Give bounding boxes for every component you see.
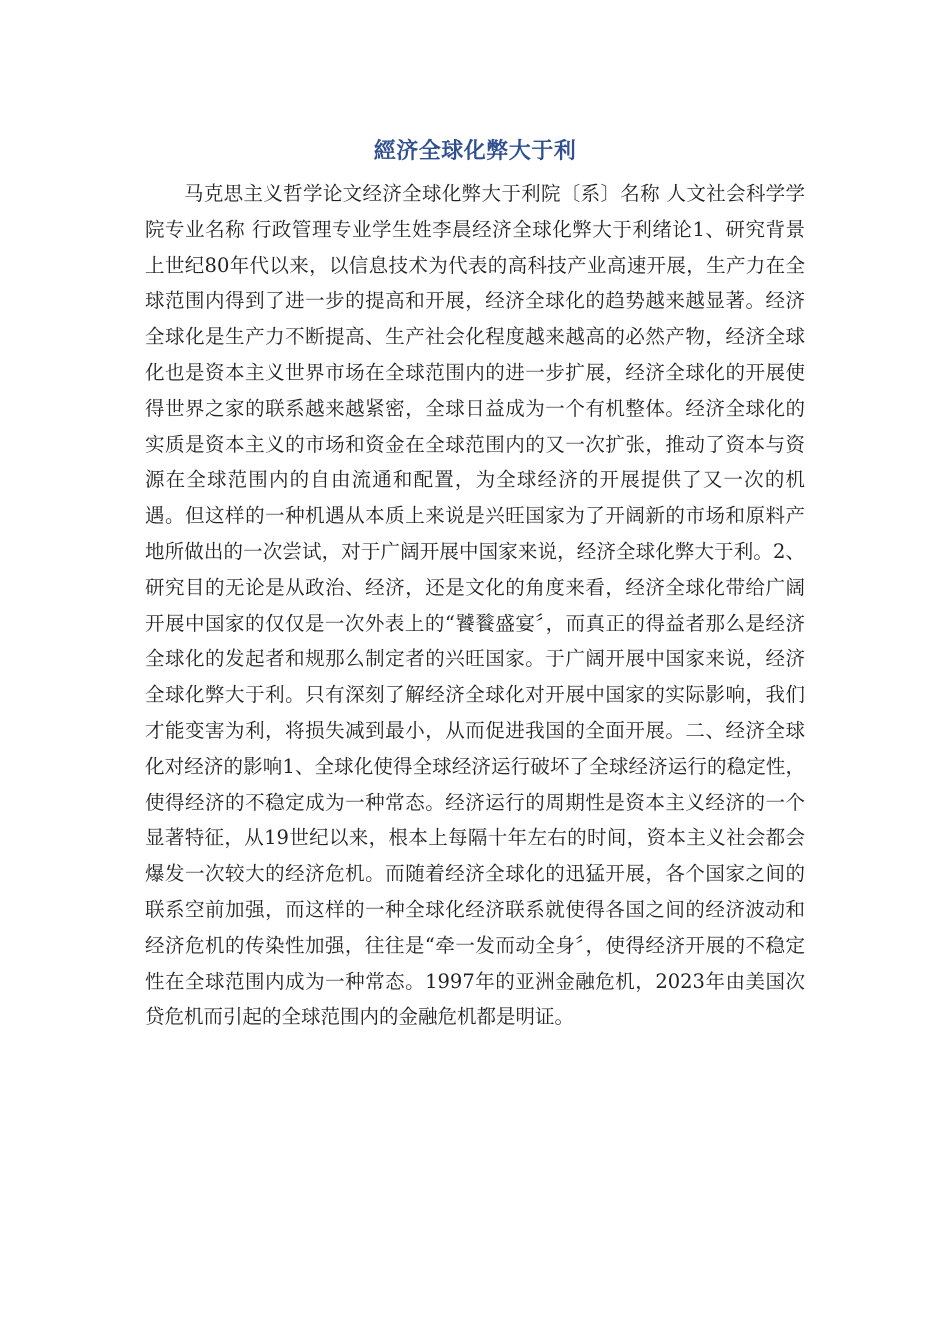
document-body-paragraph: 马克思主义哲学论文经济全球化弊大于利院〔系〕名称 人文社会科学学院专业名称 行政管理专业学生姓李晨经济全球化弊大于利绪论1、研究背景上世纪80年代以来，以信息技术为代表的高科技产业高速开展，生产力在全球范围内得到了进一步的提高和开展，经济全球化的趋势越来越显著。经济全球化是生产力不断提高、生产社会化程度越来越高的必然产物，经济全球化也是资本主义世界市场在全球范围内的进一步扩展，经济全球化的开展使得世界之家的联系越来越紧密，全球日益成为一个有机整体。经济全球化的实质是资本主义的市场和资金在全球范围内的又一次扩张，推动了资本与资源在全球范围内的自由流通和配置，为全球经济的开展提供了又一次的机遇。但这样的一种机遇从本质上来说是兴旺国家为了开阔新的市场和原料产地所做出的一次尝试，对于广阔开展中国家来说，经济全球化弊大于利。2、研究目的无论是从政治、经济，还是文化的角度来看，经济全球化带给广阔开展中国家的仅仅是一次外表上的“饕餮盛宴〞，而真正的得益者那么是经济全球化的发起者和规那么制定者的兴旺国家。于广阔开展中国家来说，经济全球化弊大于利。只有深刻了解经济全球化对开展中国家的实际影响，我们才能变害为利，将损失减到最小，从而促进我国的全面开展。二、经济全球化对经济的影响1、全球化使得全球经济运行破坏了全球经济运行的稳定性，使得经济的不稳定成为一种常态。经济运行的周期性是资本主义经济的一个显著特征，从19世纪以来，根本上每隔十年左右的时间，资本主义社会都会爆发一次较大的经济危机。而随着经济全球化的迅猛开展，各个国家之间的联系空前加强，而这样的一种全球化经济联系就使得各国之间的经济波动和经济危机的传染性加强，往往是“牵一发而动全身〞，使得经济开展的不稳定性在全球范围内成为一种常态。1997年的亚洲金融危机，2023年由美国次贷危机而引起的全球范围内的金融危机都是明证。 xyxy=(145,182,805,1029)
document-title: 經济全球化弊大于利 xyxy=(373,139,577,164)
